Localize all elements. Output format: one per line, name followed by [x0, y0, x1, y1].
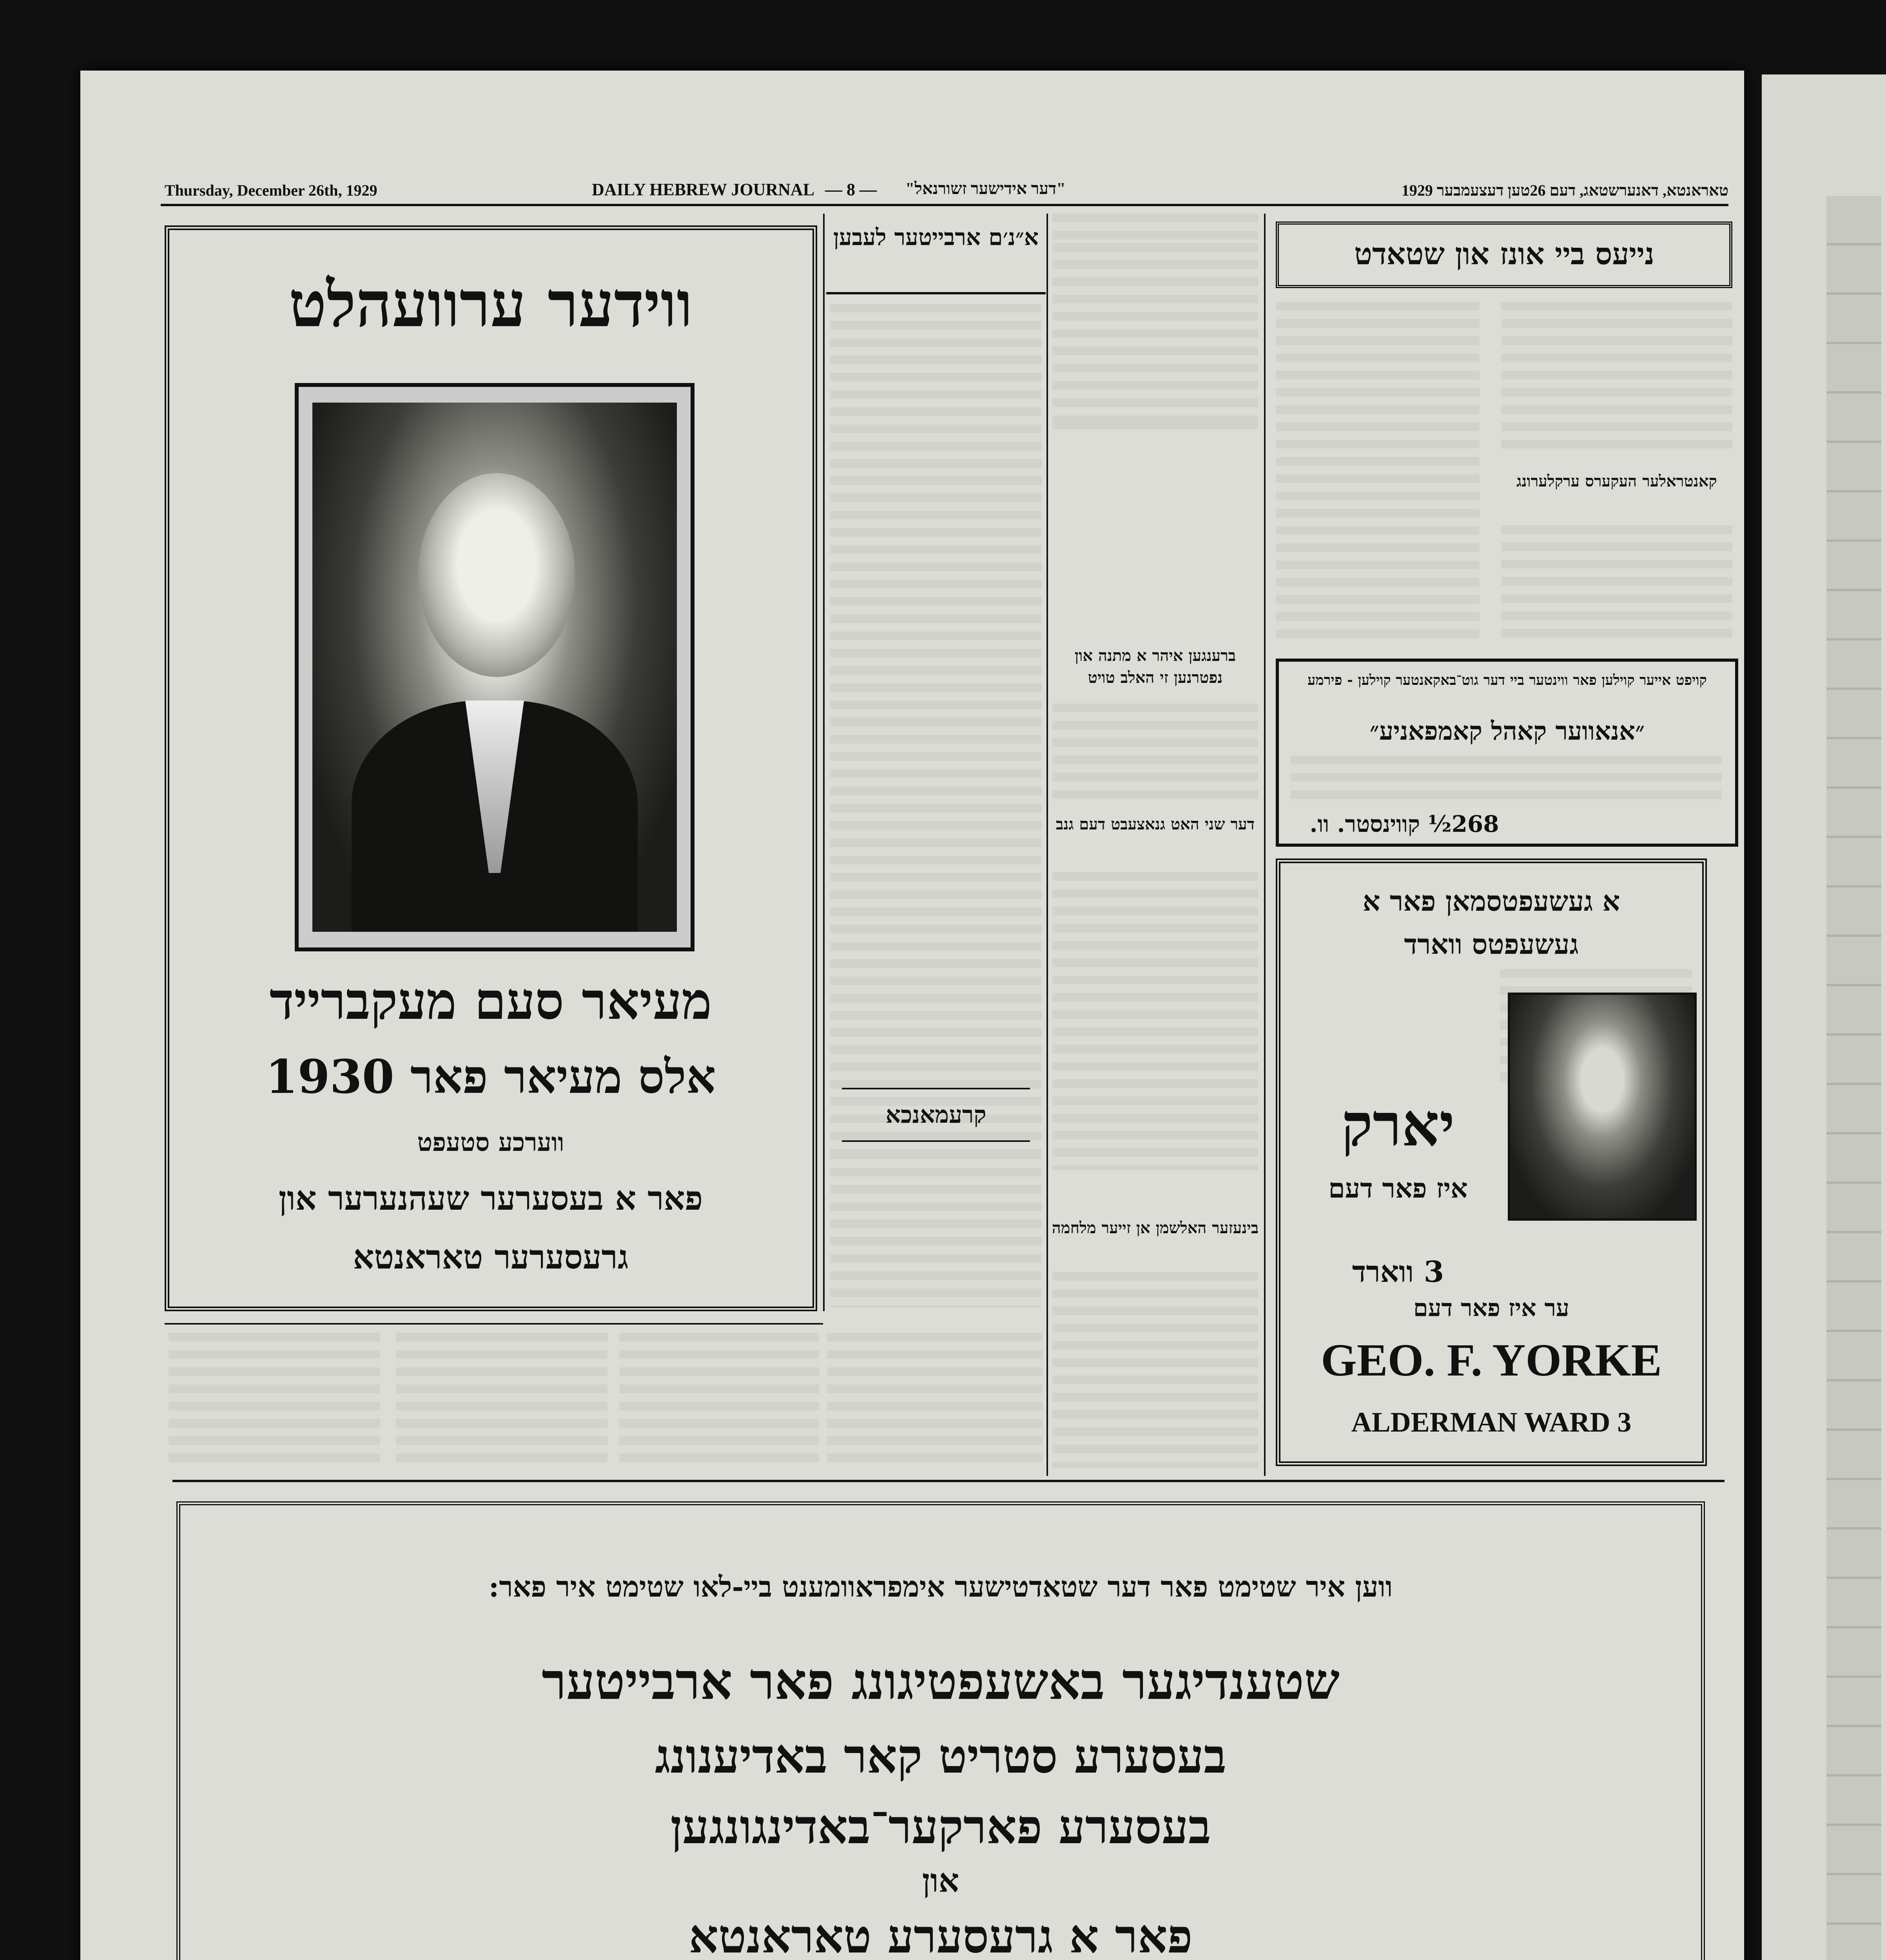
portrait-face [418, 473, 575, 677]
middle-text-2 [1052, 704, 1258, 802]
column-divider-1 [823, 214, 825, 1311]
middle-text-1b [1052, 243, 1258, 423]
controller-head: קאנטראלער העקערס ערקלערונג [1516, 472, 1717, 490]
bylaw-line3: בעסערע פארקער־באדינגונגען [670, 1799, 1211, 1855]
mcbride-ad [165, 225, 817, 1311]
mcbride-headline: ווידער ערוועהלט [288, 267, 693, 341]
yorke-line2: 3 ווארד [1352, 1255, 1444, 1289]
yorke-ad [1276, 858, 1707, 1466]
bylaw-line2: בעסערע סטריט קאר באדיענונג [655, 1729, 1227, 1784]
mcbride-line5: גרעסערער טאראנטא [353, 1238, 629, 1276]
mcbride-portrait [312, 403, 677, 932]
worker-title-rule [826, 292, 1046, 294]
news-head-title: נייעס ביי אונז און שטאדט [1354, 236, 1654, 271]
bylaw-ad [176, 1501, 1705, 1960]
column-divider-2 [1046, 214, 1048, 1476]
mcbride-year: אלס מעיאר פאר 1930 [265, 1049, 716, 1104]
column-worker [826, 214, 1046, 1311]
strip-rule [165, 1323, 823, 1325]
kremenche-head-box [842, 1088, 1030, 1142]
mcbride-line4: פאר א בעסערער שעהנערער און [278, 1179, 703, 1218]
page-number: — 8 — [825, 180, 877, 199]
worker-column-title: א״נ׳ם ארבייטער לעבען [833, 224, 1039, 250]
coal-ad [1276, 659, 1738, 847]
middle-text-3 [1052, 872, 1258, 1170]
mcbride-line3: ווערכע סטעפט [417, 1128, 564, 1157]
strip-col-3 [619, 1333, 819, 1466]
neighbor-page-columns [1826, 196, 1881, 1960]
bylaw-line5: פאר א גרעסערע טאראנטא [689, 1909, 1193, 1960]
strip-col-4 [827, 1333, 1043, 1466]
yorke-head1: א געשעפטסמאן פאר א [1362, 885, 1620, 917]
bylaw-line1: שטענדיגער באשעפטיגונג פאר ארבייטער [542, 1652, 1340, 1711]
yorke-line1: איז פאר דעם [1328, 1173, 1468, 1204]
bylaw-line4: און [922, 1862, 959, 1900]
strip-col-2 [396, 1333, 608, 1466]
kremenche-title: קרעמאנכא [885, 1101, 987, 1129]
coal-line1: קויפט אייער קוילען פאר ווינטער ביי דער גוט־באקאנטער קוילען - פירמע [1308, 672, 1707, 688]
news-col-left-top [1501, 302, 1732, 451]
bylaw-intro: ווען איר שטימט פאר דער שטאדטישער אימפראוומענט ביי-לאו שטימט איר פאר: [488, 1570, 1393, 1603]
column-divider-3 [1264, 214, 1266, 1476]
strip-col-1 [169, 1333, 380, 1466]
news-col-left-bottom [1501, 525, 1732, 639]
page-divider [172, 1480, 1725, 1482]
masthead-rule [161, 204, 1728, 206]
middle-text-4 [1052, 1272, 1258, 1468]
yorke-name-yi: יארק [1341, 1091, 1455, 1160]
mcbride-name: מעיאר סעם מעקברייד [269, 971, 712, 1031]
coal-body [1291, 756, 1722, 807]
gift-head: ברענגען איהר א מתנה און נפטרנען זי האלב טויט [1074, 646, 1236, 687]
war-head: בינעזער האלשמן אן זייער מלחמה [1052, 1219, 1259, 1237]
date-yiddish: טאראנטא, דאנערשטאג, דעם 26טען דעצעמבער 1929 [1401, 181, 1728, 199]
news-col-right [1276, 302, 1480, 639]
date-english: Thursday, December 26th, 1929 [165, 181, 377, 199]
yorke-photo-frame [1508, 993, 1697, 1221]
yorke-portrait [1510, 995, 1694, 1218]
yorke-name-en: GEO. F. YORKE [1321, 1334, 1662, 1386]
thief-head: דער שני האט גנאצעבט דעם גנב [1055, 815, 1255, 833]
news-section [1270, 212, 1740, 651]
coal-address: 268½ קווינסטר. וו. [1309, 811, 1499, 837]
yorke-head2: געשעפטס ווארד [1404, 928, 1579, 960]
coal-company: ״אנאווער קאהל קאמפאניע״ [1369, 717, 1645, 746]
mcbride-photo-frame [295, 383, 695, 951]
kremenche-body [830, 1151, 1042, 1307]
yorke-title-en: ALDERMAN WARD 3 [1351, 1406, 1632, 1438]
news-head-box [1276, 221, 1732, 288]
masthead-yiddish: "דער אידישער זשורנאל" [905, 180, 1066, 198]
yorke-caption: ער איז פאר דעם [1413, 1294, 1569, 1322]
worker-column-body [830, 304, 1042, 1186]
masthead-english: DAILY HEBREW JOURNAL [592, 180, 815, 199]
